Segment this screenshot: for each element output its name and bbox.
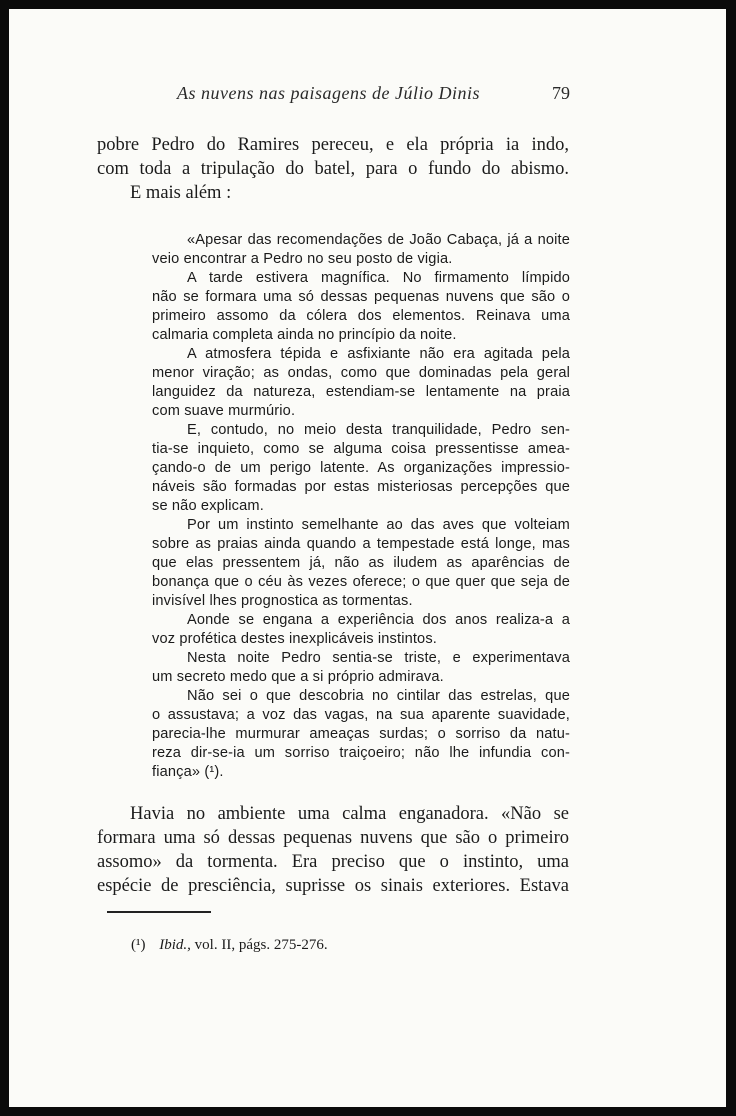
quote-line: menor viração; as ondas, como que dominadas pela geral (152, 365, 570, 381)
quote-line: não se formara uma só dessas pequenas nuvens que são o (152, 289, 570, 305)
body-line: pobre Pedro do Ramires pereceu, e ela própria ia indo, (97, 135, 569, 155)
quote-line: E, contudo, no meio desta tranquilidade, Pedro sen- (187, 422, 570, 438)
footnote-ibid: Ibid., (159, 937, 191, 953)
quote-line: náveis são formadas por estas misteriosas percepções que (152, 479, 570, 495)
footnote (131, 935, 328, 955)
quote-line: tia-se inquieto, como se alguma coisa pressentisse amea- (152, 441, 570, 457)
page-number: 79 (552, 83, 570, 103)
quote-line: invisível lhes prognostica as tormentas. (152, 593, 413, 609)
quote-line: «Apesar das recomendações de João Cabaça, já a noite (187, 232, 570, 248)
quote-line: calmaria completa ainda no princípio da noite. (152, 327, 457, 343)
quote-line: çando-o de um perigo latente. As organizações impressio- (152, 460, 570, 476)
body-line: assomo» da tormenta. Era preciso que o instinto, uma (97, 852, 569, 872)
quote-line: languidez da natureza, estendiam-se lentamente na praia (152, 384, 570, 400)
footnote-marker: (¹) (131, 937, 146, 953)
quote-line: A tarde estivera magnífica. No firmamento límpido (187, 270, 570, 286)
body-line: espécie de presciência, suprisse os sinais exteriores. Estava (97, 876, 569, 896)
quote-line: primeiro assomo da cólera dos elementos. Reinava uma (152, 308, 570, 324)
quote-line: se não explicam. (152, 498, 264, 514)
quote-line: Por um instinto semelhante ao das aves que volteiam (187, 517, 570, 533)
quote-line: com suave murmúrio. (152, 403, 296, 419)
footnote-reference: vol. II, págs. 275-276. (194, 937, 328, 953)
quote-line: A atmosfera tépida e asfixiante não era agitada pela (187, 346, 570, 362)
book-page (9, 9, 726, 1107)
quote-line: o assustava; a voz das vagas, na sua aparente suavidade, (152, 707, 570, 723)
footnote-rule (107, 911, 211, 913)
quote-line: parecia-lhe murmurar ameaças surdas; o sorriso da natu- (152, 726, 570, 742)
body-line: E mais além : (130, 183, 232, 203)
quote-line: Nesta noite Pedro sentia-se triste, e experimentava (187, 650, 570, 666)
quote-line: Aonde se engana a experiência dos anos realiza-a a (187, 612, 570, 628)
quote-line: que elas pressentem já, não as iludem as aparências de (152, 555, 570, 571)
quote-line: veio encontrar a Pedro no seu posto de vigia. (152, 251, 453, 267)
quote-line: Não sei o que descobria no cintilar das estrelas, que (187, 688, 570, 704)
body-line: com toda a tripulação do batel, para o fundo do abismo. (97, 159, 569, 179)
quote-line: um secreto medo que a si próprio admirava. (152, 669, 444, 685)
body-line: Havia no ambiente uma calma enganadora. «Não se (130, 804, 569, 824)
page-header (9, 83, 726, 107)
quote-line: voz profética destes inexplicáveis instintos. (152, 631, 437, 647)
body-line: formara uma só dessas pequenas nuvens que são o primeiro (97, 828, 569, 848)
quote-line: fiança» (¹). (152, 764, 224, 780)
quote-line: sobre as praias ainda quando a tempestade está longe, mas (152, 536, 570, 552)
quote-line: bonança que o céu às vezes oferece; o que quer que seja de (152, 574, 570, 590)
running-title: As nuvens nas paisagens de Júlio Dinis (177, 83, 480, 103)
quote-line: reza dir-se-ia um sorriso traiçoeiro; não lhe infundia con- (152, 745, 570, 761)
